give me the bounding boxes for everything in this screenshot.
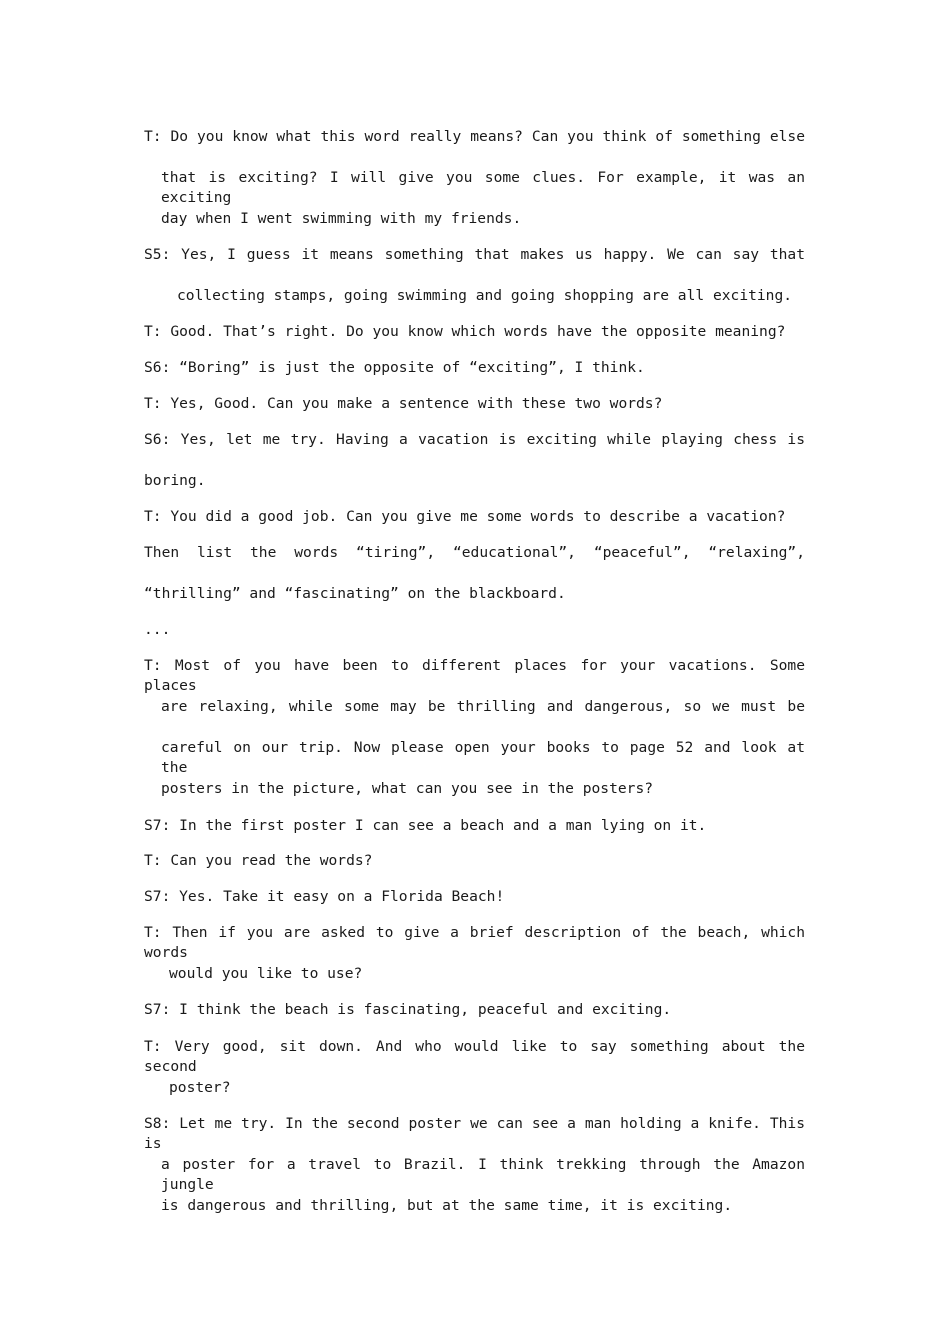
text-line: S7: Yes. Take it easy on a Florida Beach! xyxy=(144,888,505,905)
text-line: “thrilling” and “fascinating” on the blackboard. xyxy=(144,585,566,602)
text-line: S7: In the first poster I can see a beach and a man lying on it. xyxy=(144,817,707,834)
text-line: S8: Let me try. In the second poster we can see a man holding a knife. This is xyxy=(144,1115,805,1152)
text-line: collecting stamps, going swimming and going shopping are all exciting. xyxy=(177,287,793,304)
text-line: posters in the picture, what can you see in the posters? xyxy=(161,780,654,797)
text-line: T: Very good, sit down. And who would like to say something about the second xyxy=(144,1038,805,1075)
text-line: ... xyxy=(144,621,171,638)
text-line: T: Can you read the words? xyxy=(144,852,373,869)
text-line: T: Yes, Good. Can you make a sentence with these two words? xyxy=(144,395,663,412)
text-line: T: Then if you are asked to give a brief description of the beach, which words xyxy=(144,924,805,961)
text-line: a poster for a travel to Brazil. I think trekking through the Amazon jungle xyxy=(161,1156,805,1193)
text-line: T: Do you know what this word really means? Can you think of something else xyxy=(144,128,805,145)
text-line: S7: I think the beach is fascinating, peaceful and exciting. xyxy=(144,1001,672,1018)
text-line: that is exciting? I will give you some clues. For example, it was an exciting xyxy=(161,169,805,206)
text-line: careful on our trip. Now please open your books to page 52 and look at the xyxy=(161,739,805,776)
text-line: S6: Yes, let me try. Having a vacation is exciting while playing chess is xyxy=(144,431,805,448)
text-line: boring. xyxy=(144,472,206,489)
text-line: are relaxing, while some may be thrilling and dangerous, so we must be xyxy=(161,698,805,715)
text-line: T: Most of you have been to different places for your vacations. Some places xyxy=(144,657,805,694)
text-line: is dangerous and thrilling, but at the same time, it is exciting. xyxy=(161,1197,733,1214)
text-line: Then list the words “tiring”, “educational”, “peaceful”, “relaxing”, xyxy=(144,544,805,561)
text-line: day when I went swimming with my friends. xyxy=(161,210,522,227)
text-line: T: You did a good job. Can you give me some words to describe a vacation? xyxy=(144,508,786,525)
text-line: poster? xyxy=(169,1079,231,1096)
text-line: T: Good. That’s right. Do you know which words have the opposite meaning? xyxy=(144,323,786,340)
text-line: S5: Yes, I guess it means something that makes us happy. We can say that xyxy=(144,246,805,263)
text-line: S6: “Boring” is just the opposite of “exciting”, I think. xyxy=(144,359,645,376)
text-line: would you like to use? xyxy=(169,965,363,982)
